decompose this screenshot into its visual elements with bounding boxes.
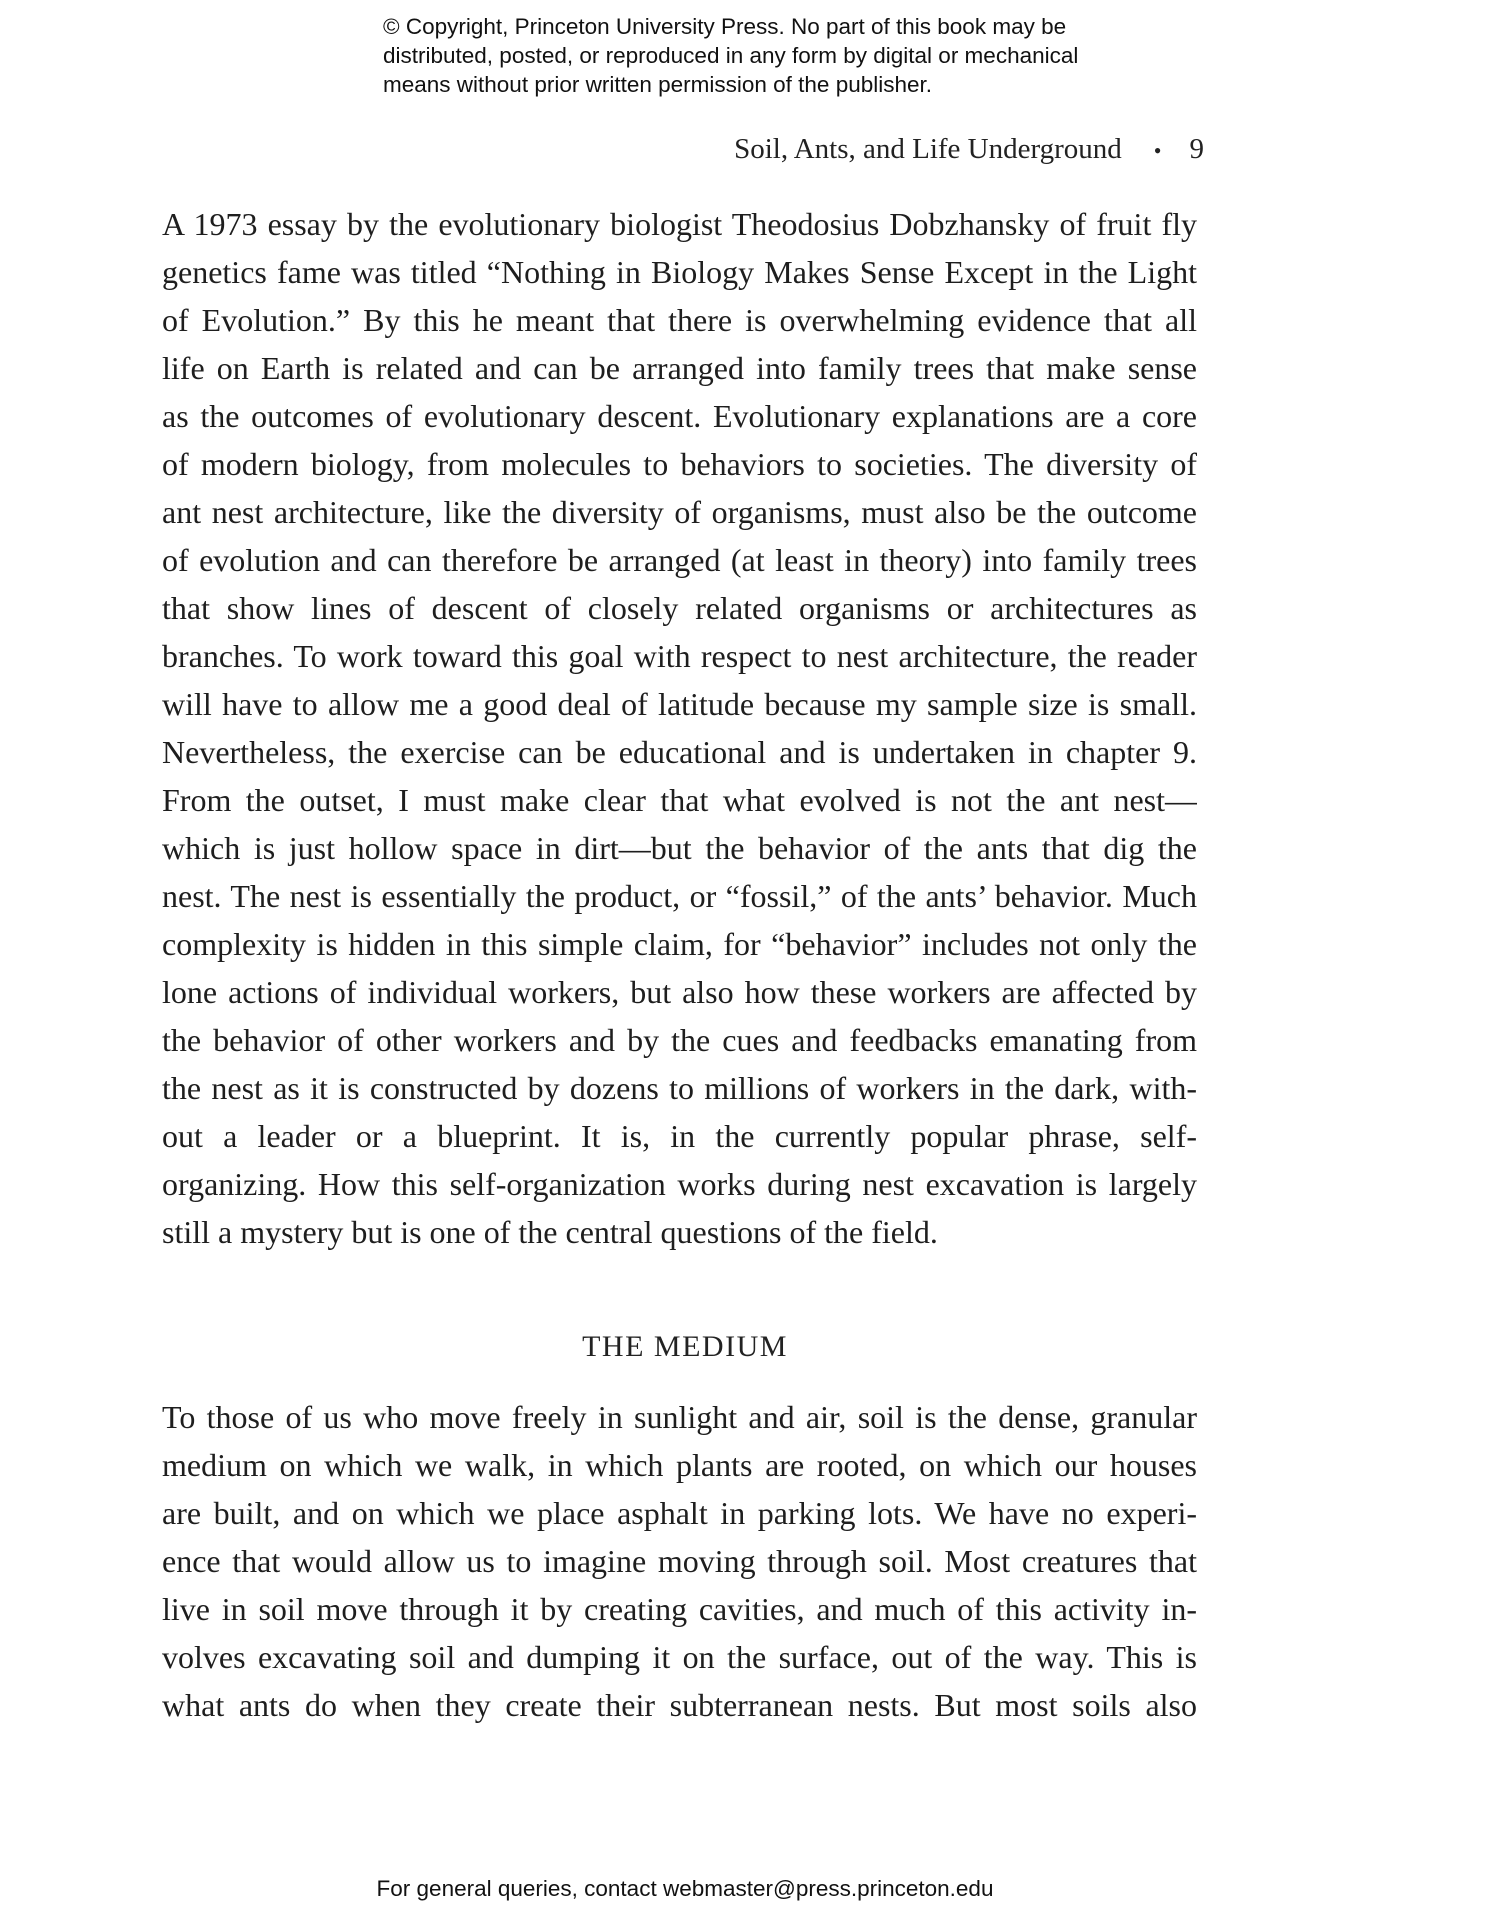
text-line: branches. To work toward this goal with respect to nest architecture, the reader — [162, 638, 1197, 674]
text-line: ant nest architecture, like the diversity of organisms, must also be the outcome — [162, 494, 1197, 530]
body-paragraph-1 — [162, 200, 1197, 1256]
text-line: of Evolution.” By this he meant that there is overwhelming evidence that all — [162, 302, 1197, 338]
text-line: of modern biology, from molecules to behaviors to societies. The diversity of — [162, 446, 1197, 482]
section-heading: THE MEDIUM — [582, 1330, 788, 1363]
running-head-title: Soil, Ants, and Life Underground — [734, 133, 1122, 165]
text-line: nest. The nest is essentially the product, or “fossil,” of the ants’ behavior. Much — [162, 878, 1197, 914]
text-line: what ants do when they create their subterranean nests. But most soils also — [162, 1687, 1197, 1723]
copyright-line: distributed, posted, or reproduced in any form by digital or mechanical — [383, 43, 1079, 68]
text-line: life on Earth is related and can be arranged into family trees that make sense — [162, 350, 1197, 386]
page-number: 9 — [1189, 133, 1204, 165]
text-line: ence that would allow us to imagine moving through soil. Most creatures that — [162, 1543, 1197, 1579]
text-line: the nest as it is constructed by dozens to millions of workers in the dark, with- — [162, 1070, 1197, 1106]
bullet-separator-icon: • — [1153, 138, 1162, 163]
text-line: genetics fame was titled “Nothing in Biology Makes Sense Except in the Light — [162, 254, 1197, 290]
text-line: organizing. How this self-organization works during nest excavation is largely — [162, 1166, 1197, 1202]
text-line: live in soil move through it by creating cavities, and much of this activity in- — [162, 1591, 1197, 1627]
text-line: still a mystery but is one of the central questions of the field. — [162, 1214, 938, 1250]
text-line: A 1973 essay by the evolutionary biologist Theodosius Dobzhansky of fruit fly — [162, 206, 1197, 242]
text-line: lone actions of individual workers, but also how these workers are affected by — [162, 974, 1197, 1010]
text-line: of evolution and can therefore be arranged (at least in theory) into family trees — [162, 542, 1197, 578]
text-line: volves excavating soil and dumping it on the surface, out of the way. This is — [162, 1639, 1197, 1675]
running-head — [734, 133, 1204, 166]
text-line: that show lines of descent of closely related organisms or architectures as — [162, 590, 1197, 626]
text-line: complexity is hidden in this simple claim, for “behavior” includes not only the — [162, 926, 1197, 962]
text-line: are built, and on which we place asphalt in parking lots. We have no experi- — [162, 1495, 1197, 1531]
text-line: To those of us who move freely in sunlight and air, soil is the dense, granular — [162, 1399, 1197, 1435]
text-line: which is just hollow space in dirt—but the behavior of the ants that dig the — [162, 830, 1197, 866]
body-paragraph-2 — [162, 1393, 1197, 1729]
copyright-line: © Copyright, Princeton University Press. No part of this book may be — [383, 14, 1067, 39]
footer-contact: For general queries, contact webmaster@press.princeton.edu — [376, 1876, 994, 1901]
text-line: as the outcomes of evolutionary descent. Evolutionary explanations are a core — [162, 398, 1197, 434]
text-line: out a leader or a blueprint. It is, in the currently popular phrase, self- — [162, 1118, 1197, 1154]
text-line: From the outset, I must make clear that what evolved is not the ant nest— — [162, 782, 1197, 818]
copyright-notice — [383, 12, 1183, 99]
text-line: Nevertheless, the exercise can be educational and is undertaken in chapter 9. — [162, 734, 1197, 770]
text-line: will have to allow me a good deal of latitude because my sample size is small. — [162, 686, 1197, 722]
text-line: medium on which we walk, in which plants are rooted, on which our houses — [162, 1447, 1197, 1483]
copyright-line: means without prior written permission of the publisher. — [383, 72, 933, 97]
text-line: the behavior of other workers and by the cues and feedbacks emanating from — [162, 1022, 1197, 1058]
